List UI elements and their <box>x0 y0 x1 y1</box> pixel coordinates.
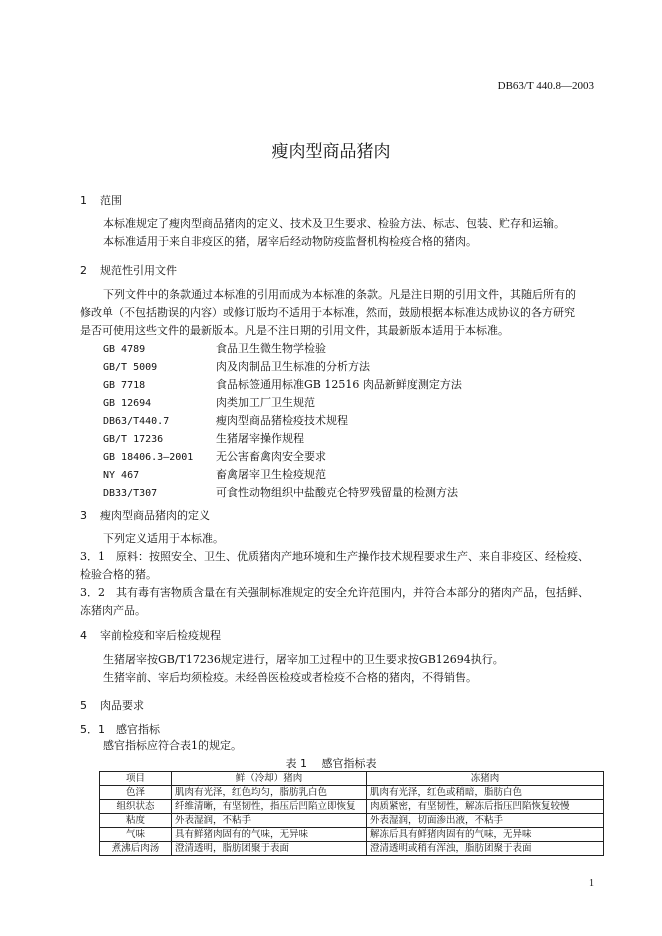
definition-3-2-line-1: 3．2 其有毒有害物质含量在有关强制标准规定的安全允许范围内，并符合本部分的猪肉产品，包括鲜、 <box>80 586 589 599</box>
reference-item <box>103 466 326 482</box>
page-number: 1 <box>589 878 594 889</box>
reference-item <box>103 448 326 464</box>
table-caption: 表 1 感官指标表 <box>285 757 377 770</box>
reference-item <box>103 358 370 374</box>
section-number: 5 <box>80 699 87 712</box>
table-header-cell: 项目 <box>100 772 172 786</box>
reference-code: NY 467 <box>103 470 140 481</box>
table-cell: 色泽 <box>100 786 172 800</box>
table-header-row <box>100 772 604 786</box>
reference-title: 瘦肉型商品猪检疫技术规程 <box>216 414 348 427</box>
reference-code: GB 4789 <box>103 344 146 355</box>
section-title: 范围 <box>100 194 122 207</box>
table-cell: 外表湿润，切面渗出液，不粘手 <box>367 814 604 828</box>
reference-title: 食品标签通用标准GB 12516 肉品新鲜度测定方法 <box>216 378 462 391</box>
table-cell: 解冻后具有鲜猪肉固有的气味，无异味 <box>367 828 604 842</box>
definition-3-2-line-2: 冻猪肉产品。 <box>80 604 146 617</box>
table-row <box>100 828 604 842</box>
table-cell: 煮沸后肉汤 <box>100 842 172 856</box>
reference-title: 肉及肉制品卫生标准的分析方法 <box>216 360 370 373</box>
reference-title: 肉类加工厂卫生规范 <box>216 396 315 409</box>
section-4-paragraph-2: 生猪宰前、宰后均须检疫。未经兽医检疫或者检疫不合格的猪肉，不得销售。 <box>103 671 477 684</box>
section-number: 3 <box>80 509 87 522</box>
reference-title: 生猪屠宰操作规程 <box>216 432 304 445</box>
section-number: 5．1 <box>80 723 105 736</box>
reference-item <box>103 412 348 428</box>
section-3-paragraph: 下列定义适用于本标准。 <box>103 532 224 545</box>
section-2-heading <box>80 262 177 278</box>
section-2-intro-line-3: 是否可使用这些文件的最新版本。凡是不注日期的引用文件，其最新版本适用于本标准。 <box>80 324 509 337</box>
reference-title: 可食性动物组织中盐酸克仑特罗残留量的检测方法 <box>216 486 458 499</box>
section-number: 1 <box>80 194 87 207</box>
table-row <box>100 814 604 828</box>
section-title: 规范性引用文件 <box>100 264 177 277</box>
section-title: 感官指标 <box>116 723 160 736</box>
table-cell: 气味 <box>100 828 172 842</box>
table-header-cell: 鲜（冷却）猪肉 <box>172 772 367 786</box>
reference-code: GB 18406.3—2001 <box>103 452 194 463</box>
table-cell: 具有鲜猪肉固有的气味，无异味 <box>172 828 367 842</box>
table-cell: 肌肉有光泽，红色或稍暗，脂肪白色 <box>367 786 604 800</box>
table-row <box>100 786 604 800</box>
section-1-paragraph-1: 本标准规定了瘦肉型商品猪肉的定义、技术及卫生要求、检验方法、标志、包装、贮存和运输。 <box>103 217 565 230</box>
section-number: 4 <box>80 629 87 642</box>
section-4-heading <box>80 627 221 643</box>
definition-3-1-line-1: 3．1 原料：按照安全、卫生、优质猪肉产地环境和生产操作技术规程要求生产、来自非疫区、经检疫、 <box>80 550 589 563</box>
standard-code: DB63/T 440.8—2003 <box>497 80 594 92</box>
section-number: 2 <box>80 264 87 277</box>
reference-title: 畜禽屠宰卫生检疫规范 <box>216 468 326 481</box>
document-title: 瘦肉型商品猪肉 <box>271 142 391 162</box>
reference-code: DB63/T440.7 <box>103 416 170 427</box>
reference-item <box>103 484 458 500</box>
reference-title: 无公害畜禽肉安全要求 <box>216 450 326 463</box>
table-cell: 外表湿润，不粘手 <box>172 814 367 828</box>
section-4-paragraph-1: 生猪屠宰按GB/T17236规定进行，屠宰加工过程中的卫生要求按GB12694执行。 <box>103 653 504 666</box>
section-title: 瘦肉型商品猪肉的定义 <box>100 509 210 522</box>
reference-code: GB 7718 <box>103 380 146 391</box>
table-cell: 澄清透明，脂肪团聚于表面 <box>172 842 367 856</box>
table-cell: 澄清透明或稍有浑浊，脂肪团聚于表面 <box>367 842 604 856</box>
sensory-index-table <box>99 771 604 856</box>
table-cell: 粘度 <box>100 814 172 828</box>
definition-3-1-line-2: 检验合格的猪。 <box>80 568 157 581</box>
table-cell: 肌肉有光泽，红色均匀，脂肪乳白色 <box>172 786 367 800</box>
table-cell: 纤维清晰，有坚韧性，指压后凹陷立即恢复 <box>172 800 367 814</box>
table-row <box>100 842 604 856</box>
reference-item <box>103 394 315 410</box>
table-cell: 肉质紧密，有坚韧性，解冻后指压凹陷恢复较慢 <box>367 800 604 814</box>
section-2-intro-line-2: 修改单（不包括勘误的内容）或修订版均不适用于本标准，然而，鼓励根据本标准达成协议的各方研究 <box>80 306 575 319</box>
section-1-paragraph-2: 本标准适用于来自非疫区的猪，屠宰后经动物防疫监督机构检疫合格的猪肉。 <box>103 235 477 248</box>
reference-code: DB33/T307 <box>103 488 158 499</box>
reference-item <box>103 340 326 356</box>
section-5-heading <box>80 697 144 713</box>
reference-code: GB/T 5009 <box>103 362 158 373</box>
section-5-1-heading <box>80 721 160 737</box>
section-3-heading <box>80 507 210 523</box>
section-5-1-paragraph: 感官指标应符合表1的规定。 <box>103 739 242 752</box>
section-2-intro-line-1: 下列文件中的条款通过本标准的引用而成为本标准的条款。凡是注日期的引用文件，其随后所有的 <box>103 288 576 301</box>
reference-item <box>103 430 304 446</box>
section-1-heading <box>80 192 122 208</box>
reference-code: GB 12694 <box>103 398 152 409</box>
reference-item <box>103 376 462 392</box>
reference-code: GB/T 17236 <box>103 434 164 445</box>
table-header-cell: 冻猪肉 <box>367 772 604 786</box>
section-title: 肉品要求 <box>100 699 144 712</box>
table-row <box>100 800 604 814</box>
section-title: 宰前检疫和宰后检疫规程 <box>100 629 221 642</box>
reference-title: 食品卫生微生物学检验 <box>216 342 326 355</box>
table-cell: 组织状态 <box>100 800 172 814</box>
